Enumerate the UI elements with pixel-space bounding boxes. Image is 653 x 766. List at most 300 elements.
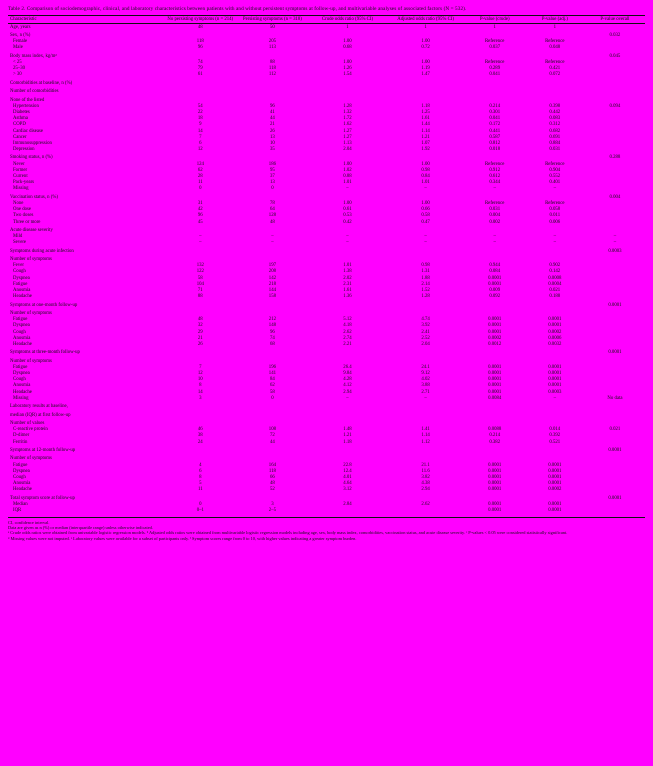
row-value: 118: [268, 66, 276, 72]
row-label: Immunosuppression: [13, 140, 52, 146]
row-label: Symptoms at three-month follow-up: [10, 350, 80, 356]
row-value: 0.0003: [608, 248, 622, 254]
row-value: 24: [197, 439, 203, 445]
row-value: [308, 255, 386, 263]
row-value: 0.0032: [548, 341, 562, 347]
row-value: 141: [268, 371, 276, 377]
row-value: 12: [197, 371, 203, 377]
row-value: 44: [270, 116, 275, 122]
row-value: 0.0001: [488, 508, 502, 514]
row-value: 45: [197, 219, 203, 225]
row-value: [525, 300, 585, 308]
row-value: 95: [270, 167, 275, 173]
row-value: 0.031: [489, 207, 501, 213]
row-value: [308, 356, 386, 364]
row-value: 0.004: [489, 213, 501, 219]
row-value: 1.27: [343, 128, 352, 134]
row-value: 0.72: [421, 45, 430, 51]
row-value: 2.71: [421, 389, 430, 395]
row-label: Dyspnea: [13, 275, 30, 281]
row-value: [164, 410, 236, 418]
row-value: 0.142: [549, 269, 561, 275]
row-value: 0.0003: [548, 389, 562, 395]
row-value: 0.0001: [488, 474, 502, 480]
footnote-lines: [8, 525, 645, 541]
table-row: [8, 508, 645, 514]
row-label: Never: [13, 161, 25, 167]
row-value: 61: [197, 72, 203, 78]
row-value: [465, 87, 525, 95]
row-value: 0.0001: [488, 501, 502, 507]
row-value: [525, 255, 585, 263]
row-value: [465, 255, 525, 263]
row-value: [585, 356, 645, 364]
row-value: 8: [199, 383, 202, 389]
row-value: [164, 356, 236, 364]
row-label: One dose: [13, 207, 31, 213]
row-value: [164, 419, 236, 427]
row-value: 0.88: [343, 174, 352, 180]
row-value: 1.72: [343, 116, 352, 122]
row-value: [164, 87, 236, 95]
row-value: 1.62: [343, 122, 352, 128]
row-value: [308, 445, 386, 453]
row-value: 0.0001: [548, 501, 562, 507]
row-value: 0.0001: [488, 281, 502, 287]
table-row: [8, 153, 645, 161]
row-value: [387, 454, 465, 462]
row-label: Cough: [13, 329, 26, 335]
row-value: 2.14: [421, 281, 430, 287]
row-value: 0.0001: [488, 383, 502, 389]
row-value: 1.31: [421, 269, 430, 275]
row-value: 0.0001: [548, 508, 562, 514]
row-value: 0.0004: [548, 281, 562, 287]
row-value: 0.0001: [488, 468, 502, 474]
row-value: 0.0001: [608, 495, 622, 501]
row-value: 2.04: [421, 341, 430, 347]
row-value: 4.64: [343, 481, 352, 487]
row-label: Fatigue: [13, 364, 28, 370]
row-value: [236, 192, 308, 200]
row-value: 1.18: [421, 103, 430, 109]
col-header-c2: Persisting symptoms (n = 318): [242, 17, 302, 23]
row-value: 148: [268, 323, 276, 329]
row-label: Anosmia: [13, 335, 31, 341]
row-value: [465, 402, 525, 410]
row-value: 2.04: [343, 147, 352, 153]
row-value: 0.002: [489, 219, 501, 225]
row-value: 4.12: [343, 383, 352, 389]
row-value: [387, 51, 465, 59]
row-label: Missing: [13, 186, 29, 192]
row-value: 0.0001: [488, 323, 502, 329]
table-row: [8, 225, 645, 233]
row-value: 1.12: [421, 439, 430, 445]
row-value: [164, 51, 236, 59]
row-value: 118: [196, 39, 204, 45]
row-value: 0.0001: [488, 462, 502, 468]
row-value: 26.4: [343, 364, 352, 370]
row-value: 2.62: [343, 329, 352, 335]
row-value: [308, 508, 386, 514]
row-label: IQR: [13, 508, 22, 514]
row-value: 1.00: [343, 60, 352, 66]
row-value: 1.00: [421, 200, 430, 206]
row-value: [387, 95, 465, 103]
row-value: 48: [197, 24, 203, 30]
row-value: 1.00: [421, 60, 430, 66]
row-value: 3: [199, 395, 202, 401]
row-value: 4.74: [421, 317, 430, 323]
row-value: [387, 493, 465, 501]
row-value: –: [613, 234, 617, 240]
row-value: –: [424, 240, 427, 246]
row-value: 29: [197, 329, 203, 335]
row-value: 0.094: [609, 103, 621, 109]
row-value: 0.011: [549, 213, 561, 219]
row-value: 0.421: [549, 66, 561, 72]
row-label: Median: [13, 501, 28, 507]
row-value: 9: [199, 122, 202, 128]
row-value: 212: [268, 317, 276, 323]
table-row: [8, 356, 645, 364]
row-value: [236, 348, 308, 356]
row-value: 1.61: [343, 288, 352, 294]
row-value: 0.0012: [488, 341, 502, 347]
row-label: Number of symptoms: [10, 311, 52, 316]
row-value: 2.74: [343, 335, 352, 341]
row-value: [308, 402, 386, 410]
row-value: [236, 410, 308, 418]
footnote-line: ᵈ Missing values were not imputed. ᵉ Laboratory values were available for a subset of participants only. ᶠ Symptom scores range from 0 to 10, with higher values indicating a greater symptom burden.: [8, 535, 357, 541]
row-label: Symptoms at one-month follow-up: [10, 302, 78, 308]
row-label: Three or more: [13, 219, 41, 225]
row-value: Reference: [545, 39, 565, 45]
row-value: 1: [493, 24, 496, 30]
row-value: 1.52: [421, 288, 430, 294]
row-value: 0.0001: [488, 364, 502, 370]
row-value: 46: [197, 427, 203, 433]
row-value: –: [346, 186, 349, 192]
col-header-c7: P-value overall: [600, 17, 630, 23]
row-value: [585, 87, 645, 95]
row-value: 88: [197, 294, 203, 300]
row-value: 13: [270, 180, 275, 186]
row-value: [308, 51, 386, 59]
row-value: [585, 95, 645, 103]
row-value: 1.02: [343, 167, 352, 173]
row-value: [387, 309, 465, 317]
row-value: [465, 300, 525, 308]
row-value: 0.021: [549, 288, 561, 294]
row-value: 0.912: [489, 167, 501, 173]
row-value: [465, 31, 525, 39]
row-label: Cough: [13, 269, 26, 275]
row-value: 1: [346, 24, 349, 30]
row-label: > 30: [13, 72, 22, 78]
row-value: 12.4: [343, 468, 352, 474]
row-label: Total symptom score at follow-up: [10, 495, 75, 501]
row-value: [387, 31, 465, 39]
row-value: 0: [199, 186, 202, 192]
table-row: [8, 348, 645, 356]
row-value: 62: [197, 167, 203, 173]
row-value: 14: [197, 128, 203, 134]
row-value: [164, 78, 236, 86]
row-value: [164, 300, 236, 308]
row-value: 1.27: [343, 134, 352, 140]
row-value: 66: [270, 474, 275, 480]
row-label: Severe: [13, 240, 27, 246]
row-value: 0.682: [549, 128, 561, 134]
row-value: 0.66: [421, 207, 430, 213]
row-value: [308, 309, 386, 317]
row-value: 0.98: [421, 167, 430, 173]
row-value: Reference: [484, 161, 505, 167]
row-value: 58: [197, 275, 203, 281]
row-value: –: [493, 240, 496, 246]
results-table: [8, 15, 645, 514]
row-value: [236, 309, 308, 317]
row-value: 4.38: [421, 481, 430, 487]
row-value: [585, 309, 645, 317]
row-label: < 25: [13, 60, 22, 66]
row-value: [308, 454, 386, 462]
row-value: [308, 153, 386, 161]
row-label: Acute disease severity: [10, 227, 53, 233]
row-value: 0.0001: [488, 329, 502, 335]
row-label: Dyspnea: [13, 323, 30, 329]
row-value: [164, 348, 236, 356]
row-value: [387, 246, 465, 254]
row-value: 205: [268, 39, 276, 45]
row-value: 0.092: [489, 294, 501, 300]
row-value: 5.12: [343, 317, 352, 323]
row-value: –: [553, 186, 557, 192]
row-value: [525, 419, 585, 427]
row-value: [387, 419, 465, 427]
row-value: 0.0002: [548, 329, 562, 335]
row-value: 0.072: [549, 72, 561, 78]
row-value: [585, 225, 645, 233]
row-value: 1.00: [421, 161, 430, 167]
row-value: [164, 454, 236, 462]
row-value: 0.214: [489, 433, 501, 439]
row-value: 1.54: [343, 72, 352, 78]
row-value: 2–5: [268, 508, 276, 514]
row-label: Anosmia: [13, 288, 31, 294]
row-value: 1: [424, 24, 427, 30]
row-label: Headache: [13, 389, 32, 395]
row-value: [585, 508, 645, 514]
row-value: 52: [270, 487, 275, 493]
row-value: 108: [268, 427, 276, 433]
row-value: 71: [197, 288, 203, 294]
row-value: 0.288: [609, 155, 621, 161]
row-value: [164, 445, 236, 453]
row-value: 0.0001: [488, 371, 502, 377]
row-value: 112: [268, 72, 276, 78]
row-value: 0.289: [489, 66, 501, 72]
row-label: Hypertension: [13, 103, 39, 109]
row-label: Comorbidities at baseline, n (%): [10, 80, 73, 86]
row-value: 1.88: [421, 275, 430, 281]
row-label: Sex, n (%): [10, 33, 31, 39]
row-value: 0.0001: [488, 481, 502, 487]
row-value: 4.28: [343, 377, 352, 383]
row-value: 0.0006: [548, 335, 562, 341]
row-value: [308, 246, 386, 254]
row-value: 0.312: [549, 122, 561, 128]
row-value: 0.014: [549, 427, 561, 433]
row-value: [236, 95, 308, 103]
row-value: 96: [197, 45, 203, 51]
row-value: 0.031: [549, 147, 561, 153]
row-value: 62: [270, 383, 275, 389]
row-value: 48: [270, 219, 275, 225]
row-value: [525, 78, 585, 86]
row-label: median (IQR) at first follow-up: [10, 412, 71, 418]
row-value: 0.812: [489, 140, 501, 146]
row-value: [236, 78, 308, 86]
row-value: [236, 87, 308, 95]
row-value: –: [346, 234, 349, 240]
row-value: 54: [197, 103, 203, 109]
row-value: 0.884: [549, 140, 561, 146]
row-value: 0.0001: [548, 317, 562, 323]
row-value: Reference: [545, 60, 565, 66]
row-value: 104: [196, 281, 204, 287]
row-value: 2.84: [343, 501, 352, 507]
row-value: 0.47: [421, 219, 430, 225]
row-value: 0.587: [489, 134, 501, 140]
row-value: [308, 95, 386, 103]
row-value: 26: [270, 128, 275, 134]
table-row: [8, 192, 645, 200]
row-value: 1.07: [421, 140, 430, 146]
row-label: Number of values: [10, 421, 45, 427]
row-value: [525, 348, 585, 356]
col-header-label: Characteristic: [10, 17, 37, 23]
row-label: Number of symptoms: [10, 358, 52, 364]
row-value: [525, 153, 585, 161]
row-value: 142: [268, 275, 276, 281]
row-value: 7: [199, 364, 202, 370]
row-value: [164, 246, 236, 254]
row-value: [387, 348, 465, 356]
row-value: 0.344: [489, 180, 501, 186]
row-value: 2.21: [343, 341, 352, 347]
row-value: 1.19: [421, 66, 430, 72]
row-value: [308, 493, 386, 501]
row-value: 0.037: [489, 45, 501, 51]
row-value: [308, 410, 386, 418]
row-value: [236, 31, 308, 39]
row-value: 38: [197, 433, 203, 439]
row-value: 0: [271, 395, 274, 401]
row-value: [525, 356, 585, 364]
row-value: [525, 225, 585, 233]
row-value: –: [346, 240, 349, 246]
row-value: 0.902: [549, 263, 561, 269]
row-value: 0.441: [489, 128, 501, 134]
table-row: [8, 246, 645, 254]
row-value: 0.392: [549, 433, 561, 439]
row-value: [525, 454, 585, 462]
row-value: 124: [196, 161, 204, 167]
row-value: 0.083: [549, 116, 561, 122]
row-value: –: [553, 234, 557, 240]
row-label: Diabetes: [13, 109, 30, 115]
row-value: [465, 309, 525, 317]
row-value: 0.612: [489, 174, 501, 180]
row-value: 0.045: [609, 53, 621, 59]
row-value: [387, 87, 465, 95]
row-value: 8: [199, 474, 202, 480]
row-value: 1.28: [343, 103, 352, 109]
row-value: [387, 402, 465, 410]
table-head: [8, 16, 645, 24]
row-value: 0–1: [196, 508, 204, 514]
row-label: Fatigue: [13, 317, 28, 323]
row-value: 9.12: [421, 371, 430, 377]
row-label: Headache: [13, 487, 32, 493]
row-value: [525, 95, 585, 103]
row-value: [164, 255, 236, 263]
row-value: [236, 255, 308, 263]
col-header-c6: P-value (adj.): [541, 17, 568, 23]
row-value: [236, 419, 308, 427]
row-value: 11.6: [421, 468, 430, 474]
row-value: 22: [197, 109, 203, 115]
row-label: Dyspnea: [13, 371, 30, 377]
row-value: 84: [270, 377, 275, 383]
row-label: Dyspnea: [13, 468, 30, 474]
row-value: 6: [199, 140, 202, 146]
row-value: 1.01: [421, 180, 430, 186]
row-value: 3: [271, 501, 274, 507]
table-row: [8, 24, 645, 31]
row-value: –: [553, 395, 557, 401]
row-value: [585, 419, 645, 427]
row-value: 3.92: [421, 323, 430, 329]
row-value: [308, 31, 386, 39]
row-value: [525, 192, 585, 200]
row-value: [465, 192, 525, 200]
row-label: Number of symptoms: [10, 456, 52, 462]
row-value: 2.94: [421, 487, 430, 493]
row-value: 0.0001: [608, 447, 622, 453]
row-value: [387, 255, 465, 263]
row-value: 1.00: [343, 200, 352, 206]
table-row: [8, 95, 645, 103]
row-value: 2.02: [343, 275, 352, 281]
row-label: Mild: [13, 234, 23, 240]
row-value: 0.021: [609, 427, 621, 433]
table-row: [8, 402, 645, 410]
row-value: [164, 402, 236, 410]
row-value: [164, 493, 236, 501]
col-header-c4: Adjusted odds ratio (95% CI): [397, 17, 454, 23]
row-value: 0.032: [609, 33, 621, 39]
row-value: 0.0001: [548, 468, 562, 474]
row-value: –: [199, 240, 202, 246]
row-value: 0.0001: [548, 323, 562, 329]
row-label: None of the listed: [10, 97, 45, 103]
row-value: [585, 410, 645, 418]
row-value: 0.004: [609, 194, 621, 200]
